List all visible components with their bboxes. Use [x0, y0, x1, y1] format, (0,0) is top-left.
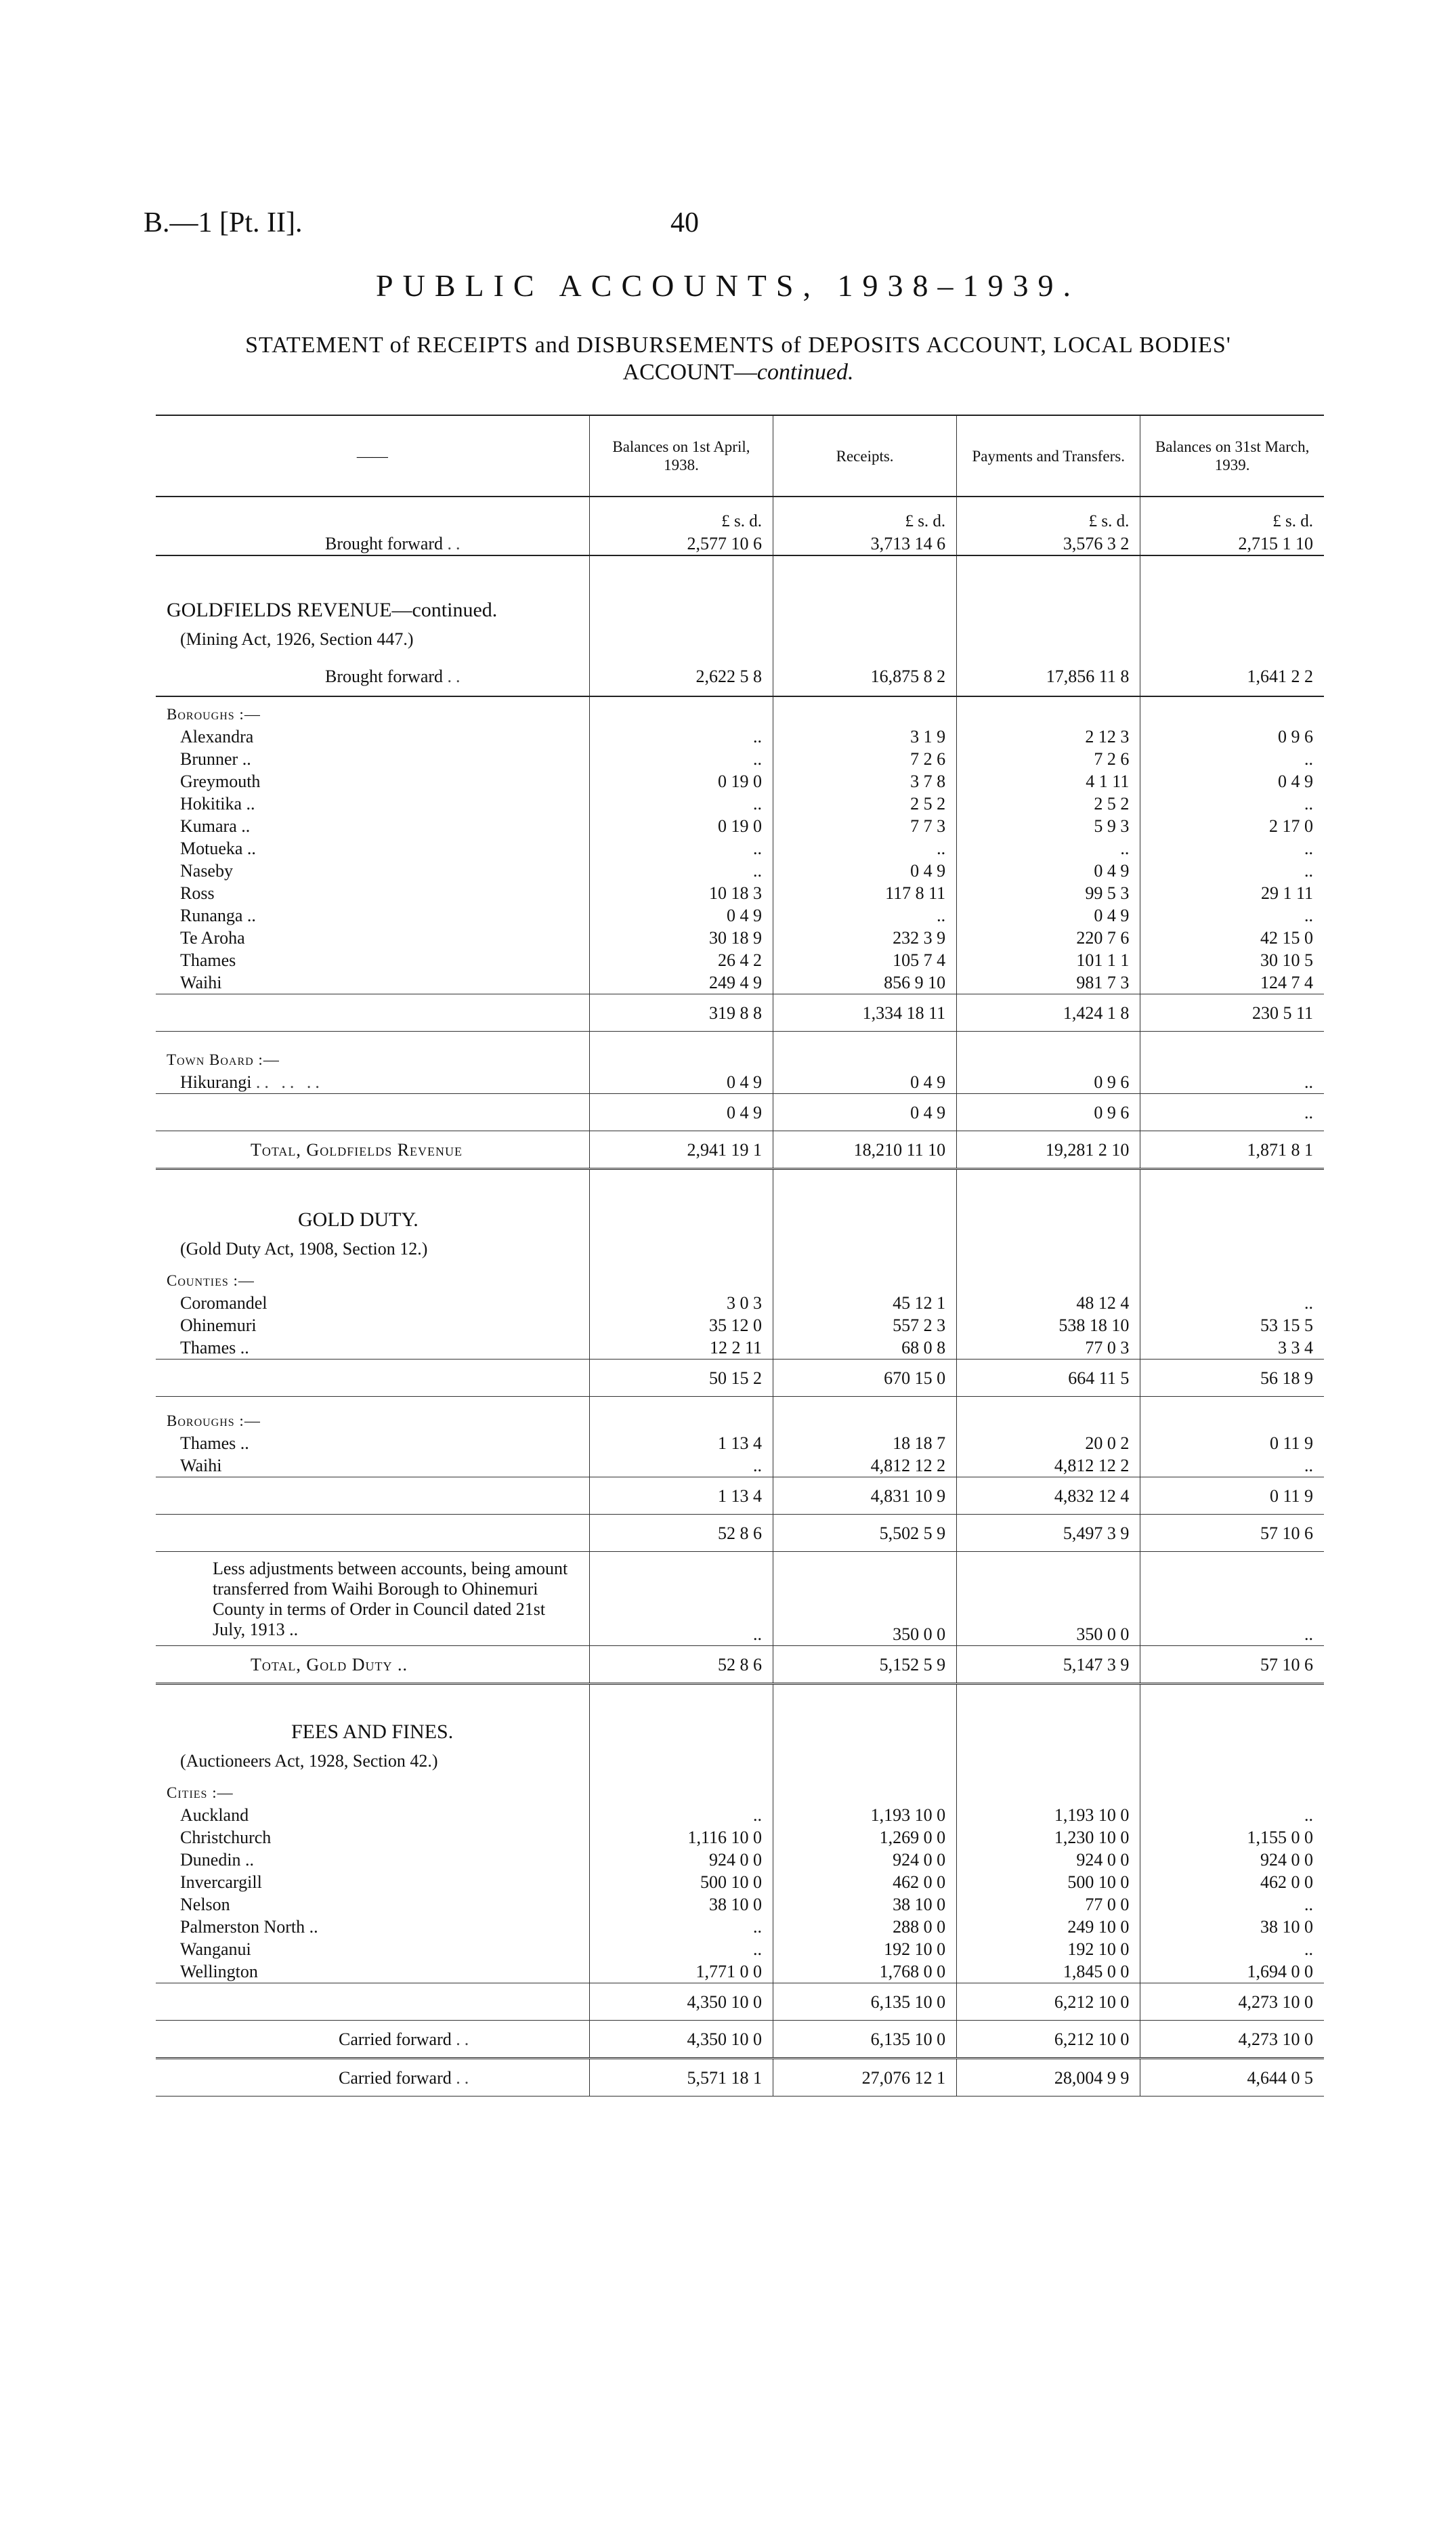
table-row	[156, 949, 1324, 971]
total-label: Total, Gold Duty ..	[156, 1646, 589, 1684]
closing-balance-header: Balances on 31st March, 1939.	[1140, 415, 1324, 497]
row-label: Carried forward	[339, 2067, 452, 2088]
value-cell: 192 10 0	[773, 1938, 957, 1960]
value-cell: 3 7 8	[773, 770, 957, 793]
value-cell: 10 18 3	[589, 882, 773, 904]
value-cell: 18 18 7	[773, 1432, 957, 1454]
value-cell: 249 4 9	[589, 971, 773, 994]
value-cell: ..	[1140, 1292, 1324, 1314]
value-cell: 462 0 0	[1140, 1871, 1324, 1893]
section-act: (Mining Act, 1926, Section 447.)	[180, 629, 414, 649]
row-label: Hikurangi	[180, 1072, 252, 1092]
value-cell: 4,273 10 0	[1140, 2021, 1324, 2059]
row-label: Invercargill	[180, 1872, 262, 1892]
value-cell: 0 4 9	[589, 1094, 773, 1131]
row-label: Thames ..	[180, 1338, 249, 1357]
value-cell: 38 10 0	[773, 1893, 957, 1916]
value-cell: 0 4 9	[773, 1094, 957, 1131]
row-label: Naseby	[180, 861, 233, 881]
value-cell: 17,856 11 8	[957, 656, 1140, 696]
value-cell: ..	[589, 1454, 773, 1477]
value-cell: 1,334 18 11	[773, 994, 957, 1032]
value-cell: 6,212 10 0	[957, 2021, 1140, 2059]
row-label: Dunedin ..	[180, 1850, 255, 1870]
value-cell: 4,350 10 0	[589, 2021, 773, 2059]
subtotal-row	[156, 1983, 1324, 2021]
value-cell: 856 9 10	[773, 971, 957, 994]
value-cell: 0 4 9	[957, 904, 1140, 927]
value-cell: 7 2 6	[773, 748, 957, 770]
value-cell: ..	[773, 904, 957, 927]
value-cell: 670 15 0	[773, 1360, 957, 1397]
group-heading: Boroughs :—	[167, 1412, 261, 1429]
value-cell: 4,831 10 9	[773, 1477, 957, 1515]
group-heading-row	[156, 1032, 1324, 1072]
value-cell: 1,871 8 1	[1140, 1131, 1324, 1169]
group-heading: Cities :—	[167, 1784, 234, 1801]
value-cell: 350 0 0	[773, 1552, 957, 1646]
value-cell: 2 17 0	[1140, 815, 1324, 837]
value-cell: 232 3 9	[773, 927, 957, 949]
row-label: Kumara ..	[180, 816, 251, 836]
value-cell: 0 11 9	[1140, 1477, 1324, 1515]
page-number: 40	[670, 207, 699, 238]
value-cell: ..	[1140, 1094, 1324, 1131]
carried-forward-row: Carried forward .. 4,350 10 0 6,135 10 0 6,212 10 0 4,273 10 0	[156, 2021, 1324, 2059]
row-label: Alexandra	[180, 727, 254, 746]
value-cell: ..	[589, 860, 773, 882]
value-cell: 5 9 3	[957, 815, 1140, 837]
row-label: Carried forward	[339, 2029, 452, 2049]
value-cell: 27,076 12 1	[773, 2059, 957, 2097]
cities-list	[156, 1804, 1324, 1983]
value-cell: 4,644 0 5	[1140, 2059, 1324, 2097]
units-label: £ s. d.	[589, 497, 773, 532]
value-cell: ..	[1140, 860, 1324, 882]
value-cell: 2,577 10 6	[589, 532, 773, 555]
value-cell: 1,641 2 2	[1140, 656, 1324, 696]
column-header-row	[156, 415, 1324, 497]
value-cell: 38 10 0	[589, 1893, 773, 1916]
section-heading-row	[156, 555, 1324, 621]
value-cell: 0 19 0	[589, 815, 773, 837]
row-label: Waihi	[180, 973, 222, 992]
value-cell: 77 0 0	[957, 1893, 1140, 1916]
value-cell: 6,135 10 0	[773, 2021, 957, 2059]
value-cell: ..	[589, 1804, 773, 1826]
value-cell: 53 15 5	[1140, 1314, 1324, 1336]
value-cell: 4,273 10 0	[1140, 1983, 1324, 2021]
value-cell: 924 0 0	[957, 1849, 1140, 1871]
value-cell: ..	[589, 1552, 773, 1646]
value-cell: 2,622 5 8	[589, 656, 773, 696]
value-cell: 105 7 4	[773, 949, 957, 971]
value-cell: 1,193 10 0	[957, 1804, 1140, 1826]
document-reference: B.—1 [Pt. II].	[144, 207, 303, 238]
table-row	[156, 1893, 1324, 1916]
value-cell: 77 0 3	[957, 1336, 1140, 1360]
value-cell: 38 10 0	[1140, 1916, 1324, 1938]
gold-duty-boroughs-list	[156, 1432, 1324, 1477]
value-cell: 664 11 5	[957, 1360, 1140, 1397]
table-row	[156, 1432, 1324, 1454]
table-row	[156, 927, 1324, 949]
value-cell: 2,941 19 1	[589, 1131, 773, 1169]
value-cell: ..	[1140, 748, 1324, 770]
boroughs-list	[156, 725, 1324, 994]
row-label: Ohinemuri	[180, 1315, 257, 1335]
opening-balance-header: Balances on 1st April, 1938.	[589, 415, 773, 497]
value-cell: 3,713 14 6	[773, 532, 957, 555]
value-cell: ..	[1140, 904, 1324, 927]
table-row	[156, 793, 1324, 815]
row-label: Brunner ..	[180, 749, 251, 769]
value-cell: 0 4 9	[773, 1071, 957, 1094]
table-row	[156, 1336, 1324, 1360]
row-label: Brought forward	[325, 666, 444, 686]
adjustment-text: Less adjustments between accounts, being amount transferred from Waihi Borough to Ohinemuri County in terms of Order in Council dated 21st July, 1913 ..	[213, 1559, 568, 1639]
value-cell: 18,210 11 10	[773, 1131, 957, 1169]
value-cell: 50 15 2	[589, 1360, 773, 1397]
value-cell: 7 2 6	[957, 748, 1140, 770]
value-cell: 1,230 10 0	[957, 1826, 1140, 1849]
value-cell: 557 2 3	[773, 1314, 957, 1336]
receipts-header: Receipts.	[773, 415, 957, 497]
value-cell: 57 10 6	[1140, 1515, 1324, 1552]
value-cell: 0 9 6	[957, 1094, 1140, 1131]
value-cell: 5,571 18 1	[589, 2059, 773, 2097]
row-label: Thames	[180, 950, 236, 970]
value-cell: 924 0 0	[589, 1849, 773, 1871]
value-cell: 0 19 0	[589, 770, 773, 793]
value-cell: ..	[589, 837, 773, 860]
row-label: Thames ..	[180, 1433, 249, 1453]
units-label: £ s. d.	[1140, 497, 1324, 532]
value-cell: ..	[1140, 1938, 1324, 1960]
table-row	[156, 1960, 1324, 1983]
subtotal-row	[156, 994, 1324, 1032]
units-label: £ s. d.	[957, 497, 1140, 532]
section-heading-row	[156, 1169, 1324, 1231]
section-title: GOLDFIELDS REVENUE—continued.	[156, 555, 589, 621]
value-cell: 288 0 0	[773, 1916, 957, 1938]
value-cell: ..	[1140, 837, 1324, 860]
value-cell: 0 4 9	[773, 860, 957, 882]
row-label: Hokitika ..	[180, 794, 255, 814]
value-cell: 350 0 0	[957, 1552, 1140, 1646]
value-cell: ..	[773, 837, 957, 860]
value-cell: 6,212 10 0	[957, 1983, 1140, 2021]
value-cell: 35 12 0	[589, 1314, 773, 1336]
section-act-row	[156, 1231, 1324, 1266]
value-cell: ..	[1140, 1804, 1324, 1826]
value-cell: 249 10 0	[957, 1916, 1140, 1938]
group-heading: Boroughs :—	[156, 696, 589, 725]
value-cell: 0 9 6	[1140, 725, 1324, 748]
units-row	[156, 497, 1324, 532]
value-cell: 2 5 2	[773, 793, 957, 815]
value-cell: 4,350 10 0	[589, 1983, 773, 2021]
table-row	[156, 860, 1324, 882]
subtotal-row	[156, 1094, 1324, 1131]
value-cell: 6,135 10 0	[773, 1983, 957, 2021]
value-cell: 981 7 3	[957, 971, 1140, 994]
value-cell: 3 1 9	[773, 725, 957, 748]
value-cell: 5,147 3 9	[957, 1646, 1140, 1684]
row-label: Nelson	[180, 1895, 230, 1914]
value-cell: 1,116 10 0	[589, 1826, 773, 1849]
value-cell: 1,845 0 0	[957, 1960, 1140, 1983]
value-cell: 462 0 0	[773, 1871, 957, 1893]
value-cell: ..	[1140, 1552, 1324, 1646]
value-cell: ..	[1140, 793, 1324, 815]
value-cell: 2 5 2	[957, 793, 1140, 815]
value-cell: 1 13 4	[589, 1477, 773, 1515]
value-cell: 4,812 12 2	[957, 1454, 1140, 1477]
section-act: (Auctioneers Act, 1928, Section 42.)	[180, 1750, 438, 1771]
table-row	[156, 1292, 1324, 1314]
adjustment-row	[156, 1552, 1324, 1646]
value-cell: 220 7 6	[957, 927, 1140, 949]
section-act-row	[156, 1743, 1324, 1778]
table-row: Hikurangi .. .. .. 0 4 9 0 4 9 0 9 6 ..	[156, 1071, 1324, 1094]
value-cell: 26 4 2	[589, 949, 773, 971]
value-cell: 500 10 0	[957, 1871, 1140, 1893]
table-row	[156, 837, 1324, 860]
value-cell: 1,768 0 0	[773, 1960, 957, 1983]
group-heading: Counties :—	[167, 1272, 255, 1289]
value-cell: 1,269 0 0	[773, 1826, 957, 1849]
table-row	[156, 882, 1324, 904]
section-act: (Gold Duty Act, 1908, Section 12.)	[180, 1238, 428, 1259]
group-heading-row	[156, 1397, 1324, 1433]
value-cell: 0 4 9	[1140, 770, 1324, 793]
group-heading: Town Board :—	[167, 1051, 280, 1068]
section-title: FEES AND FINES.	[291, 1721, 454, 1743]
table-row	[156, 770, 1324, 793]
group-heading-row	[156, 696, 1324, 725]
value-cell: 0 4 9	[589, 1071, 773, 1094]
value-cell: 16,875 8 2	[773, 656, 957, 696]
payments-header: Payments and Transfers.	[957, 415, 1140, 497]
total-row	[156, 1646, 1324, 1684]
subtotal-row	[156, 1477, 1324, 1515]
value-cell: ..	[589, 1916, 773, 1938]
value-cell: 117 8 11	[773, 882, 957, 904]
section-act-row	[156, 621, 1324, 656]
value-cell: 0 11 9	[1140, 1432, 1324, 1454]
section-title: GOLD DUTY.	[298, 1208, 419, 1231]
page-title: PUBLIC ACCOUNTS, 1938–1939.	[376, 268, 1080, 303]
table-row	[156, 725, 1324, 748]
value-cell: ..	[1140, 1893, 1324, 1916]
table-row	[156, 1849, 1324, 1871]
value-cell: 42 15 0	[1140, 927, 1324, 949]
table-row	[156, 1871, 1324, 1893]
value-cell: 2 12 3	[957, 725, 1140, 748]
table-row	[156, 1938, 1324, 1960]
value-cell: 1,193 10 0	[773, 1804, 957, 1826]
table-row	[156, 1916, 1324, 1938]
statement-subtitle	[142, 332, 1334, 386]
row-label: Motueka ..	[180, 839, 256, 858]
value-cell: 1,694 0 0	[1140, 1960, 1324, 1983]
group-heading-row	[156, 1266, 1324, 1292]
value-cell: 3 0 3	[589, 1292, 773, 1314]
label-column-header: ——	[156, 415, 589, 497]
value-cell: 0 4 9	[589, 904, 773, 927]
subtitle-continued: continued.	[756, 360, 854, 385]
accounts-table	[156, 415, 1324, 2097]
value-cell: 30 18 9	[589, 927, 773, 949]
table-row	[156, 1314, 1324, 1336]
value-cell: 1,771 0 0	[589, 1960, 773, 1983]
row-label: Greymouth	[180, 772, 261, 791]
table-row	[156, 904, 1324, 927]
table-row	[156, 1826, 1324, 1849]
brought-forward-row: Brought forward .. 2,622 5 8 16,875 8 2 17,856 11 8 1,641 2 2	[156, 656, 1324, 696]
value-cell: 1,155 0 0	[1140, 1826, 1324, 1849]
table-row	[156, 971, 1324, 994]
value-cell: 28,004 9 9	[957, 2059, 1140, 2097]
value-cell: 319 8 8	[589, 994, 773, 1032]
row-label: Wellington	[180, 1962, 258, 1981]
value-cell: 2,715 1 10	[1140, 532, 1324, 555]
value-cell: 4,812 12 2	[773, 1454, 957, 1477]
total-row	[156, 1131, 1324, 1169]
row-label: Auckland	[180, 1805, 249, 1825]
total-label: Total, Goldfields Revenue	[156, 1131, 589, 1169]
subtitle-line-2	[142, 359, 1334, 386]
row-label: Te Aroha	[180, 928, 245, 948]
value-cell: 7 7 3	[773, 815, 957, 837]
value-cell: 0 4 9	[957, 860, 1140, 882]
value-cell: 101 1 1	[957, 949, 1140, 971]
table-row	[156, 748, 1324, 770]
value-cell: 52 8 6	[589, 1646, 773, 1684]
row-label: Palmerston North ..	[180, 1917, 318, 1937]
value-cell: ..	[589, 1938, 773, 1960]
table-row	[156, 1454, 1324, 1477]
subtotal-row	[156, 1515, 1324, 1552]
value-cell: 192 10 0	[957, 1938, 1140, 1960]
value-cell: ..	[589, 725, 773, 748]
value-cell: ..	[1140, 1454, 1324, 1477]
row-label: Coromandel	[180, 1293, 267, 1313]
group-heading-row	[156, 1778, 1324, 1804]
value-cell: 1 13 4	[589, 1432, 773, 1454]
value-cell: 29 1 11	[1140, 882, 1324, 904]
value-cell: 1,424 1 8	[957, 994, 1140, 1032]
value-cell: 538 18 10	[957, 1314, 1140, 1336]
row-label: Christchurch	[180, 1828, 272, 1847]
value-cell: 924 0 0	[1140, 1849, 1324, 1871]
row-label: Waihi	[180, 1456, 222, 1475]
carried-forward-row: Carried forward .. 5,571 18 1 27,076 12 1 28,004 9 9 4,644 0 5	[156, 2059, 1324, 2097]
value-cell: 30 10 5	[1140, 949, 1324, 971]
value-cell: 5,497 3 9	[957, 1515, 1140, 1552]
brought-forward-row: Brought forward .. 2,577 10 6 3,713 14 6 3,576 3 2 2,715 1 10	[156, 532, 1324, 555]
value-cell: 45 12 1	[773, 1292, 957, 1314]
row-label: Ross	[180, 883, 215, 903]
value-cell: 4,832 12 4	[957, 1477, 1140, 1515]
value-cell: 3 3 4	[1140, 1336, 1324, 1360]
table-row	[156, 815, 1324, 837]
row-label: Brought forward	[325, 534, 444, 553]
section-heading-row	[156, 1684, 1324, 1744]
row-label: Runanga ..	[180, 906, 256, 925]
row-label: Wanganui	[180, 1939, 251, 1959]
value-cell: 500 10 0	[589, 1871, 773, 1893]
value-cell: ..	[957, 837, 1140, 860]
value-cell: 57 10 6	[1140, 1646, 1324, 1684]
value-cell: 230 5 11	[1140, 994, 1324, 1032]
subtitle-prefix: ACCOUNT—	[622, 360, 757, 385]
value-cell: 52 8 6	[589, 1515, 773, 1552]
value-cell: 924 0 0	[773, 1849, 957, 1871]
value-cell: 124 7 4	[1140, 971, 1324, 994]
units-label: £ s. d.	[773, 497, 957, 532]
value-cell: 20 0 2	[957, 1432, 1140, 1454]
value-cell: 68 0 8	[773, 1336, 957, 1360]
value-cell: ..	[1140, 1071, 1324, 1094]
subtotal-row	[156, 1360, 1324, 1397]
value-cell: 0 9 6	[957, 1071, 1140, 1094]
counties-list	[156, 1292, 1324, 1360]
value-cell: 56 18 9	[1140, 1360, 1324, 1397]
value-cell: 12 2 11	[589, 1336, 773, 1360]
value-cell: 5,152 5 9	[773, 1646, 957, 1684]
subtitle-line-1: STATEMENT of RECEIPTS and DISBURSEMENTS of DEPOSITS ACCOUNT, LOCAL BODIES'	[245, 333, 1231, 358]
value-cell: 48 12 4	[957, 1292, 1140, 1314]
value-cell: 5,502 5 9	[773, 1515, 957, 1552]
value-cell: 19,281 2 10	[957, 1131, 1140, 1169]
value-cell: ..	[589, 793, 773, 815]
value-cell: 99 5 3	[957, 882, 1140, 904]
value-cell: 4 1 11	[957, 770, 1140, 793]
table-row	[156, 1804, 1324, 1826]
value-cell: ..	[589, 748, 773, 770]
value-cell: 3,576 3 2	[957, 532, 1140, 555]
